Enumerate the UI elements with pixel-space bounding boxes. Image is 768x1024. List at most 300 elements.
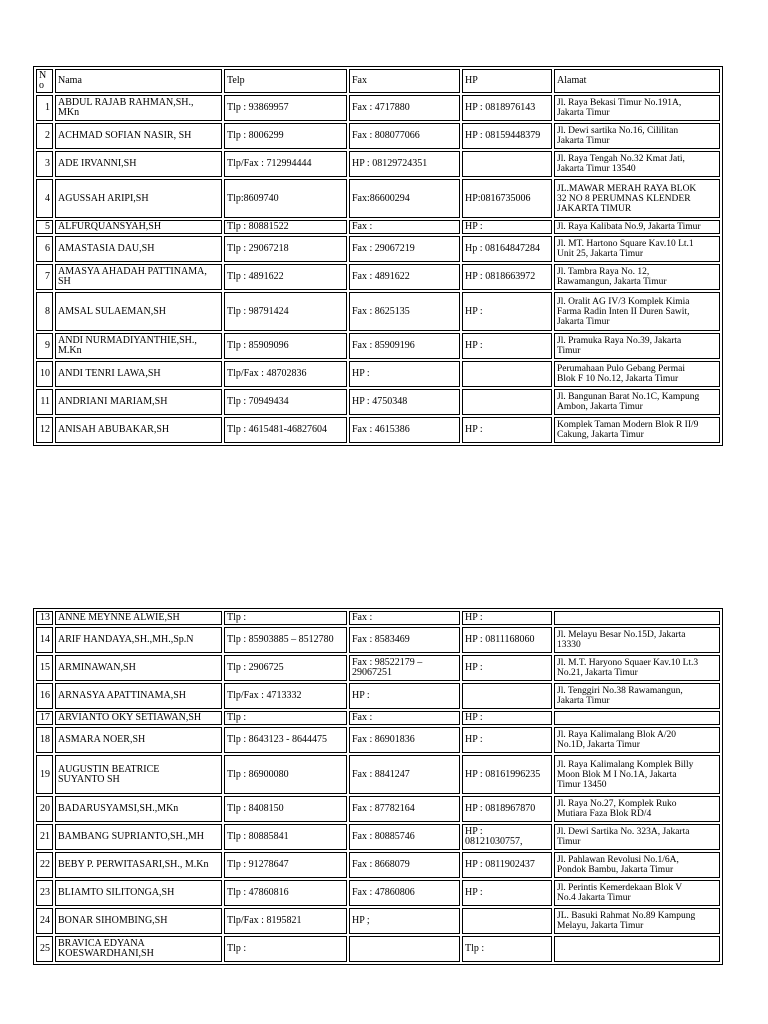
cell-telp xyxy=(224,361,347,387)
cell-fax-line: Fax : 4717880 xyxy=(352,102,410,113)
cell-hp-line: HP : 0811168060 xyxy=(465,634,535,645)
cell-nama xyxy=(55,755,222,794)
cell-fax-line: Fax : xyxy=(352,712,373,723)
cell-alamat-line: Jl. MT. Hartono Square Kav.10 Lt.1 xyxy=(557,239,694,249)
cell-telp xyxy=(224,95,347,121)
cell-hp xyxy=(462,908,552,934)
cell-alamat-line: Jl. Dewi sartika No.16, Cililitan xyxy=(557,126,679,136)
cell-nama-line: BADARUSYAMSI,SH.,MKn xyxy=(58,803,179,814)
cell-nama-line: ANNE MEYNNE ALWIE,SH xyxy=(58,612,180,623)
cell-alamat-line: Timur 13450 xyxy=(557,779,607,790)
cell-alamat xyxy=(554,95,720,121)
cell-telp-line: Tlp : 8006299 xyxy=(227,130,284,141)
cell-alamat xyxy=(554,683,720,709)
cell-nama-line: AMSAL SULAEMAN,SH xyxy=(58,305,166,317)
cell-nama xyxy=(55,123,222,149)
cell-telp xyxy=(224,824,347,850)
cell-alamat-line: No.4 Jakarta Timur xyxy=(557,893,631,903)
cell-no: 14 xyxy=(36,627,53,653)
cell-telp-line: Tlp:8609740 xyxy=(227,192,279,204)
cell-hp xyxy=(462,123,552,149)
cell-fax xyxy=(349,655,460,681)
cell-telp-line: Tlp : 2906725 xyxy=(227,662,284,673)
cell-telp xyxy=(224,727,347,753)
cell-telp-line: Tlp : 98791424 xyxy=(227,305,289,317)
header-fax: Fax xyxy=(349,69,460,93)
cell-telp xyxy=(224,852,347,878)
cell-telp xyxy=(224,236,347,262)
cell-fax-line: Fax : 8625135 xyxy=(352,305,410,317)
cell-fax-line: Fax : 47860806 xyxy=(352,887,415,898)
table-row xyxy=(36,796,720,822)
cell-hp-line: HP : xyxy=(465,305,483,317)
cell-alamat-line: Farma Radin Inten II Duren Sawit, xyxy=(557,306,690,317)
cell-nama-line: ADE IRVANNI,SH xyxy=(58,158,137,169)
cell-telp-line: Tlp : 93869957 xyxy=(227,102,289,113)
cell-nama xyxy=(55,236,222,262)
cell-telp-line: Tlp : 4615481-46827604 xyxy=(227,424,327,435)
table-header-row xyxy=(36,69,720,93)
cell-no: 22 xyxy=(36,852,53,878)
cell-hp-line: HP : xyxy=(465,612,483,623)
cell-nama xyxy=(55,936,222,962)
cell-nama-line: SUYANTO SH xyxy=(58,773,120,785)
cell-alamat xyxy=(554,264,720,290)
cell-alamat-line: Jl. Tambra Raya No. 12, xyxy=(557,267,650,277)
cell-fax-line: Fax:86600294 xyxy=(352,192,410,204)
cell-nama-line: ACHMAD SOFIAN NASIR, SH xyxy=(58,130,192,141)
cell-alamat-line: Jl. M.T. Haryono Squaer Kav.10 Lt.3 xyxy=(557,658,699,668)
cell-no: 4 xyxy=(36,179,53,218)
cell-alamat-line: 13330 xyxy=(557,640,581,650)
cell-no: 12 xyxy=(36,417,53,443)
table-row xyxy=(36,236,720,262)
cell-telp xyxy=(224,611,347,625)
cell-hp-line: HP : 08159448379 xyxy=(465,130,541,141)
cell-telp-line: Tlp/Fax : 4713332 xyxy=(227,690,302,701)
cell-fax-line: Fax : 85909196 xyxy=(352,340,415,351)
cell-alamat xyxy=(554,727,720,753)
cell-alamat-line: Jl. Dewi Sartika No. 323A, Jakarta xyxy=(557,827,690,837)
cell-alamat xyxy=(554,796,720,822)
cell-hp-line: HP : 0811902437 xyxy=(465,859,535,870)
cell-hp xyxy=(462,236,552,262)
cell-no: 23 xyxy=(36,880,53,906)
cell-nama xyxy=(55,179,222,218)
cell-telp-line: Tlp/Fax : 712994444 xyxy=(227,158,312,169)
cell-hp xyxy=(462,151,552,177)
cell-fax xyxy=(349,852,460,878)
cell-nama xyxy=(55,824,222,850)
table-row xyxy=(36,389,720,415)
header-telp: Telp xyxy=(224,69,347,93)
cell-fax xyxy=(349,123,460,149)
cell-hp xyxy=(462,95,552,121)
cell-nama-line: ARIF HANDAYA,SH.,MH.,Sp.N xyxy=(58,634,194,645)
table-row xyxy=(36,683,720,709)
table-row xyxy=(36,611,720,625)
cell-fax xyxy=(349,333,460,359)
cell-telp xyxy=(224,333,347,359)
cell-alamat-line: No.21, Jakarta Timur xyxy=(557,668,638,678)
cell-alamat-line: Jakarta Timur xyxy=(557,696,610,706)
cell-telp xyxy=(224,627,347,653)
cell-hp-line: HP : xyxy=(465,887,483,898)
cell-hp xyxy=(462,852,552,878)
cell-telp xyxy=(224,683,347,709)
cell-alamat-line: Jl. Pahlawan Revolusi No.1/6A, xyxy=(557,855,679,865)
cell-fax-line: Fax : 8668079 xyxy=(352,859,410,870)
cell-nama-line: MKn xyxy=(58,107,80,118)
table-row xyxy=(36,755,720,794)
cell-nama xyxy=(55,852,222,878)
cell-hp-line: HP : xyxy=(465,712,483,723)
cell-nama-line: AMASYA AHADAH PATTINAMA, xyxy=(58,266,207,277)
cell-fax xyxy=(349,95,460,121)
cell-nama-line: AGUSSAH ARIPI,SH xyxy=(58,192,149,204)
table-row xyxy=(36,361,720,387)
cell-telp xyxy=(224,151,347,177)
cell-telp-line: Tlp : 8408150 xyxy=(227,803,284,814)
cell-nama-line: ARMINAWAN,SH xyxy=(58,662,136,673)
cell-hp xyxy=(462,220,552,234)
cell-alamat xyxy=(554,755,720,794)
cell-telp xyxy=(224,220,347,234)
cell-nama xyxy=(55,151,222,177)
cell-no: 3 xyxy=(36,151,53,177)
table-row xyxy=(36,824,720,850)
table-row xyxy=(36,655,720,681)
cell-hp xyxy=(462,627,552,653)
cell-hp-line: HP : xyxy=(465,424,483,435)
cell-hp-line: 08121030757, xyxy=(465,836,523,847)
cell-hp xyxy=(462,389,552,415)
header-hp: HP xyxy=(462,69,552,93)
cell-alamat xyxy=(554,236,720,262)
cell-nama-line: SH xyxy=(58,276,71,287)
cell-fax-line: HP : 08129724351 xyxy=(352,158,428,169)
cell-alamat-line: Jl. Bangunan Barat No.1C, Kampung xyxy=(557,392,700,402)
cell-fax-line: Fax : 80885746 xyxy=(352,831,415,842)
directory-table-1 xyxy=(33,66,723,446)
cell-fax-line: Fax : 4891622 xyxy=(352,271,410,282)
cell-alamat xyxy=(554,361,720,387)
table-row xyxy=(36,95,720,121)
cell-alamat-line: Jakarta Timur xyxy=(557,316,610,327)
cell-alamat-line: Jakarta Timur xyxy=(557,136,610,146)
cell-telp-line: Tlp : 8643123 - 8644475 xyxy=(227,734,327,745)
cell-nama-line: BAMBANG SUPRIANTO,SH.,MH xyxy=(58,831,204,842)
cell-nama xyxy=(55,683,222,709)
cell-alamat-line: Jakarta Timur 13540 xyxy=(557,164,636,174)
cell-hp xyxy=(462,333,552,359)
cell-telp-line: Tlp : 91278647 xyxy=(227,859,289,870)
table-row xyxy=(36,936,720,962)
cell-telp-line: Tlp : 29067218 xyxy=(227,243,289,254)
cell-telp-line: Tlp : xyxy=(227,943,247,954)
cell-alamat xyxy=(554,936,720,962)
cell-fax xyxy=(349,936,460,962)
cell-fax xyxy=(349,711,460,725)
cell-fax-line: Fax : 808077066 xyxy=(352,130,420,141)
cell-nama xyxy=(55,95,222,121)
cell-alamat xyxy=(554,852,720,878)
cell-no: 20 xyxy=(36,796,53,822)
cell-no: 6 xyxy=(36,236,53,262)
cell-no: 9 xyxy=(36,333,53,359)
cell-hp-line: HP : xyxy=(465,734,483,745)
cell-no: 1 xyxy=(36,95,53,121)
cell-nama-line: ANISAH ABUBAKAR,SH xyxy=(58,424,170,435)
cell-telp-line: Tlp : 80881522 xyxy=(227,221,289,232)
cell-telp xyxy=(224,389,347,415)
cell-alamat-line: No.1D, Jakarta Timur xyxy=(557,740,640,750)
cell-alamat-line: 32 NO 8 PERUMNAS KLENDER xyxy=(557,193,691,204)
cell-hp xyxy=(462,292,552,331)
cell-nama xyxy=(55,627,222,653)
header-alamat: Alamat xyxy=(554,69,720,93)
cell-telp-line: Tlp : 86900080 xyxy=(227,768,289,780)
cell-alamat-line: Jl. Oralit AG IV/3 Komplek Kimia xyxy=(557,296,690,307)
cell-telp xyxy=(224,880,347,906)
table-row xyxy=(36,727,720,753)
table-row xyxy=(36,627,720,653)
cell-alamat-line: Cakung, Jakarta Timur xyxy=(557,430,644,440)
cell-hp xyxy=(462,683,552,709)
cell-no: 7 xyxy=(36,264,53,290)
cell-hp xyxy=(462,824,552,850)
cell-nama-line: ALFURQUANSYAH,SH xyxy=(58,221,162,232)
cell-nama-line: BLIAMTO SILITONGA,SH xyxy=(58,887,175,898)
cell-fax-line: HP ; xyxy=(352,915,370,926)
cell-fax-line: Fax : 8841247 xyxy=(352,768,410,780)
cell-fax xyxy=(349,389,460,415)
cell-hp xyxy=(462,727,552,753)
cell-alamat-line: Ambon, Jakarta Timur xyxy=(557,402,643,412)
cell-telp-line: Tlp : 85903885 – 8512780 xyxy=(227,634,334,645)
table-row xyxy=(36,852,720,878)
cell-fax-line: Fax : 8583469 xyxy=(352,634,410,645)
cell-hp-line: HP : 0818967870 xyxy=(465,803,536,814)
cell-telp-line: Tlp : 70949434 xyxy=(227,396,289,407)
cell-fax-line: Fax : 4615386 xyxy=(352,424,410,435)
cell-fax xyxy=(349,727,460,753)
cell-telp-line: Tlp/Fax : 48702836 xyxy=(227,368,307,379)
cell-nama xyxy=(55,796,222,822)
table-row xyxy=(36,333,720,359)
cell-nama-line: M.Kn xyxy=(58,345,82,356)
table-row xyxy=(36,151,720,177)
cell-alamat xyxy=(554,655,720,681)
cell-telp-line: Tlp : 80885841 xyxy=(227,831,289,842)
cell-alamat-line: Mutiara Faza Blok RD/4 xyxy=(557,809,652,819)
cell-fax-line: 29067251 xyxy=(352,667,392,678)
cell-hp-line: HP : 0818976143 xyxy=(465,102,536,113)
cell-no: 13 xyxy=(36,611,53,625)
cell-alamat-line: Pondok Bambu, Jakarta Timur xyxy=(557,865,674,875)
cell-hp-line: HP : xyxy=(465,662,483,673)
table-row xyxy=(36,264,720,290)
cell-nama xyxy=(55,711,222,725)
cell-alamat xyxy=(554,627,720,653)
cell-alamat-line: Komplek Taman Modern Blok R II/9 xyxy=(557,420,699,430)
cell-alamat xyxy=(554,880,720,906)
cell-nama-line: AUGUSTIN BEATRICE xyxy=(58,763,160,775)
cell-telp-line: Tlp : xyxy=(227,712,247,723)
cell-nama xyxy=(55,264,222,290)
cell-nama-line: ANDI TENRI LAWA,SH xyxy=(58,368,161,379)
cell-alamat xyxy=(554,292,720,331)
cell-alamat xyxy=(554,179,720,218)
table-row xyxy=(36,123,720,149)
cell-hp xyxy=(462,796,552,822)
cell-no: 21 xyxy=(36,824,53,850)
cell-alamat-line: JL. Basuki Rahmat No.89 Kampung xyxy=(557,911,696,921)
cell-nama xyxy=(55,417,222,443)
cell-no: 2 xyxy=(36,123,53,149)
cell-no: 25 xyxy=(36,936,53,962)
cell-fax-line: HP : xyxy=(352,368,370,379)
cell-fax xyxy=(349,179,460,218)
cell-nama-line: ASMARA NOER,SH xyxy=(58,734,146,745)
cell-alamat-line: Jakarta Timur xyxy=(557,108,610,118)
cell-telp-line: Tlp : 4891622 xyxy=(227,271,284,282)
cell-fax xyxy=(349,880,460,906)
cell-hp xyxy=(462,936,552,962)
cell-fax xyxy=(349,611,460,625)
cell-hp-line: HP : xyxy=(465,221,483,232)
cell-alamat xyxy=(554,711,720,725)
cell-fax xyxy=(349,627,460,653)
cell-nama xyxy=(55,727,222,753)
cell-alamat-line: Jl. Pramuka Raya No.39, Jakarta xyxy=(557,336,682,346)
cell-fax xyxy=(349,220,460,234)
cell-nama-line: ANDI NURMADIYANTHIE,SH., xyxy=(58,335,197,346)
cell-nama xyxy=(55,611,222,625)
cell-nama-line: BRAVICA EDYANA xyxy=(58,938,145,949)
table-row xyxy=(36,417,720,443)
cell-fax-line: Fax : xyxy=(352,221,373,232)
cell-nama xyxy=(55,220,222,234)
cell-telp xyxy=(224,417,347,443)
cell-nama xyxy=(55,389,222,415)
cell-hp xyxy=(462,264,552,290)
cell-alamat xyxy=(554,123,720,149)
cell-fax xyxy=(349,151,460,177)
cell-alamat-line: Jl. Raya Kalimalang Blok A/20 xyxy=(557,730,677,740)
cell-hp-line: HP:0816735006 xyxy=(465,192,531,204)
cell-nama xyxy=(55,333,222,359)
cell-fax xyxy=(349,908,460,934)
cell-hp-line: HP : 08161996235 xyxy=(465,768,541,780)
cell-fax xyxy=(349,796,460,822)
cell-fax-line: Fax : 87782164 xyxy=(352,803,415,814)
cell-alamat xyxy=(554,824,720,850)
cell-nama xyxy=(55,880,222,906)
cell-alamat xyxy=(554,151,720,177)
directory-table-2 xyxy=(33,608,723,965)
cell-alamat-line: Rawamangun, Jakarta Timur xyxy=(557,277,667,287)
cell-fax xyxy=(349,417,460,443)
cell-alamat xyxy=(554,333,720,359)
cell-no: 17 xyxy=(36,711,53,725)
cell-no: 8 xyxy=(36,292,53,331)
cell-telp xyxy=(224,264,347,290)
table-row xyxy=(36,220,720,234)
cell-telp xyxy=(224,292,347,331)
cell-alamat xyxy=(554,389,720,415)
cell-fax-line: Fax : 86901836 xyxy=(352,734,415,745)
cell-fax xyxy=(349,264,460,290)
cell-telp xyxy=(224,908,347,934)
cell-fax xyxy=(349,236,460,262)
cell-fax xyxy=(349,361,460,387)
cell-alamat-line: JAKARTA TIMUR xyxy=(557,203,632,214)
cell-nama xyxy=(55,361,222,387)
table-row xyxy=(36,179,720,218)
cell-no: 24 xyxy=(36,908,53,934)
cell-hp xyxy=(462,179,552,218)
cell-hp xyxy=(462,755,552,794)
cell-alamat-line: Timur xyxy=(557,346,581,356)
cell-hp-line: HP : 0818663972 xyxy=(465,271,536,282)
cell-fax xyxy=(349,292,460,331)
cell-alamat-line: Timur xyxy=(557,837,581,847)
cell-hp-line: HP : xyxy=(465,826,483,837)
cell-no: 18 xyxy=(36,727,53,753)
cell-telp xyxy=(224,936,347,962)
cell-alamat xyxy=(554,611,720,625)
table-row xyxy=(36,908,720,934)
cell-alamat-line: Jl. Raya Tengah No.32 Kmat Jati, xyxy=(557,154,685,164)
cell-hp xyxy=(462,361,552,387)
cell-telp xyxy=(224,711,347,725)
cell-no: 11 xyxy=(36,389,53,415)
cell-alamat-line: Jl. Raya No.27, Komplek Ruko xyxy=(557,799,677,809)
cell-fax-line: Fax : xyxy=(352,612,373,623)
cell-hp xyxy=(462,611,552,625)
cell-hp xyxy=(462,711,552,725)
cell-fax-line: HP : 4750348 xyxy=(352,396,408,407)
cell-nama xyxy=(55,908,222,934)
cell-hp xyxy=(462,880,552,906)
cell-nama xyxy=(55,292,222,331)
cell-alamat xyxy=(554,908,720,934)
cell-hp xyxy=(462,655,552,681)
cell-alamat-line: Jl. Perintis Kemerdekaan Blok V xyxy=(557,883,683,893)
cell-alamat-line: Unit 25, Jakarta Timur xyxy=(557,249,644,259)
cell-telp xyxy=(224,655,347,681)
cell-nama-line: ABDUL RAJAB RAHMAN,SH., xyxy=(58,97,194,108)
cell-no: 19 xyxy=(36,755,53,794)
cell-alamat-line: Moon Blok M I No.1A, Jakarta xyxy=(557,769,677,780)
header-no: No xyxy=(36,69,53,93)
cell-no: 15 xyxy=(36,655,53,681)
cell-alamat xyxy=(554,220,720,234)
cell-telp-line: Tlp : xyxy=(227,612,247,623)
cell-alamat xyxy=(554,417,720,443)
cell-fax xyxy=(349,683,460,709)
cell-alamat-line: JL.MAWAR MERAH RAYA BLOK xyxy=(557,183,697,194)
cell-nama xyxy=(55,655,222,681)
cell-nama-line: ARNASYA APATTINAMA,SH xyxy=(58,690,186,701)
cell-nama-line: AMASTASIA DAU,SH xyxy=(58,243,155,254)
cell-nama-line: KOESWARDHANI,SH xyxy=(58,948,154,959)
cell-nama-line: ANDRIANI MARIAM,SH xyxy=(58,396,168,407)
cell-fax xyxy=(349,824,460,850)
cell-alamat-line: Jl. Raya Kalimalang Komplek Billy xyxy=(557,759,694,770)
cell-alamat-line: Perumahaan Pulo Gebang Permai xyxy=(557,364,685,374)
